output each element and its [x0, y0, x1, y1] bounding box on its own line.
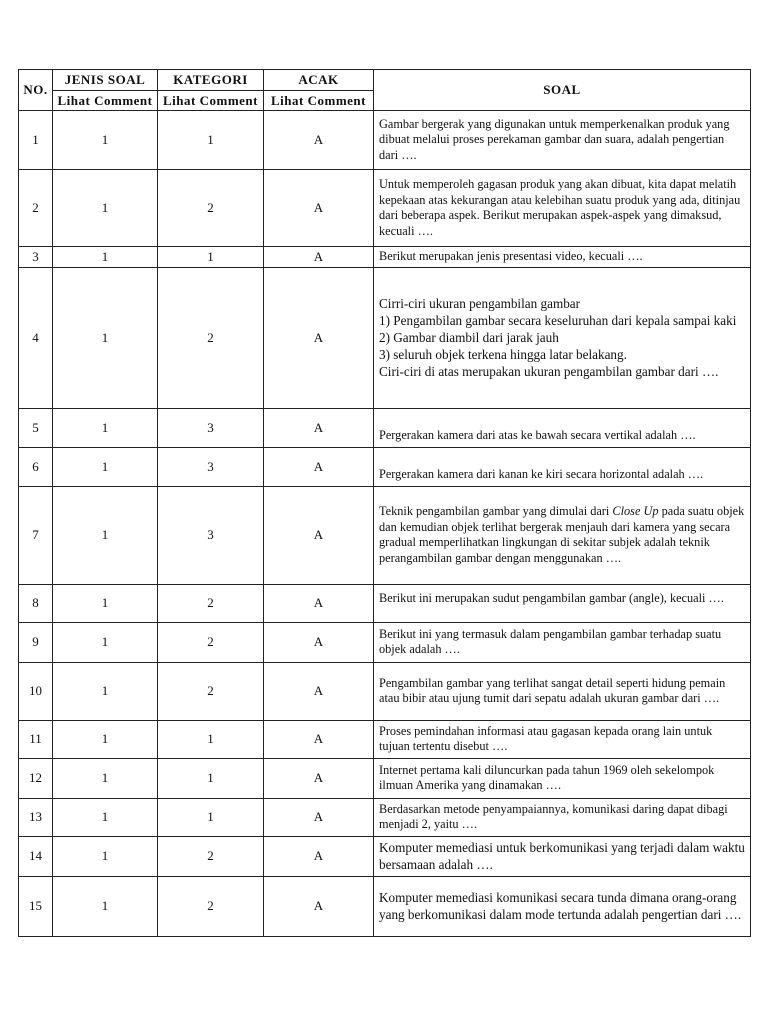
row-kategori: 1 [158, 758, 264, 798]
row-jenis: 1 [53, 267, 158, 408]
soal-text: Teknik pengambilan gambar yang dimulai dari [379, 504, 613, 518]
row-soal: Berdasarkan metode penyampaiannya, komunikasi daring dapat dibagi menjadi 2, yaitu …. [374, 798, 751, 836]
row-acak: A [264, 662, 374, 720]
row-no: 13 [19, 798, 53, 836]
row-soal-list [374, 267, 751, 408]
row-no: 2 [19, 170, 53, 247]
row-no: 6 [19, 447, 53, 486]
table-row [19, 247, 751, 268]
row-jenis: 1 [53, 876, 158, 936]
row-jenis: 1 [53, 662, 158, 720]
table-row [19, 758, 751, 798]
row-acak: A [264, 408, 374, 447]
row-kategori: 1 [158, 247, 264, 268]
row-kategori: 3 [158, 408, 264, 447]
table-row [19, 876, 751, 936]
table-row [19, 267, 751, 408]
header-kategori: KATEGORI [158, 70, 264, 91]
row-soal: Pengambilan gambar yang terlihat sangat detail seperti hidung pemain atau bibir atau ujung tumit dari sepatu adalah ukuran gambar dari …. [374, 662, 751, 720]
soal-text: pada suatu objek dan kemudian objek terlihat bergerak menjauh dari kamera yang secara gradual memperlihatkan lingkungan di sekitar subjek adalah teknik perangambilan gambar dengan menggunakan …. [379, 504, 745, 565]
question-table [18, 69, 751, 937]
row-no: 4 [19, 267, 53, 408]
row-kategori: 1 [158, 798, 264, 836]
row-soal: Internet pertama kali diluncurkan pada tahun 1969 oleh sekelompok ilmuan Amerika yang dinamakan …. [374, 758, 751, 798]
row-acak: A [264, 584, 374, 622]
row-soal: Untuk memperoleh gagasan produk yang akan dibuat, kita dapat melatih kepekaan atas kekurangan atau kelebihan suatu produk yang ada, ditinjau dari beberapa aspek. Berikut merupakan aspek-aspek yang dimaksud, kecuali …. [374, 170, 751, 247]
table-row [19, 170, 751, 247]
row-kategori: 3 [158, 447, 264, 486]
row-soal: Gambar bergerak yang digunakan untuk memperkenalkan produk yang dibuat melalui proses perekaman gambar dan suara, adalah pengertian dari …. [374, 111, 751, 170]
row-jenis: 1 [53, 584, 158, 622]
row-jenis: 1 [53, 622, 158, 662]
header-soal: SOAL [374, 70, 751, 111]
row-acak: A [264, 758, 374, 798]
kategori-comment-link[interactable]: Lihat Comment [158, 91, 264, 111]
row-acak: A [264, 447, 374, 486]
row-no: 10 [19, 662, 53, 720]
row-acak: A [264, 720, 374, 758]
row-soal: Berikut ini merupakan sudut pengambilan gambar (angle), kecuali …. [374, 584, 751, 622]
row-kategori: 2 [158, 267, 264, 408]
row-jenis: 1 [53, 836, 158, 876]
row-acak: A [264, 876, 374, 936]
row-kategori: 2 [158, 622, 264, 662]
soal-line: Ciri-ciri di atas merupakan ukuran pengambilan gambar dari …. [379, 364, 719, 379]
table-row [19, 662, 751, 720]
soal-line: 3) seluruh objek terkena hingga latar belakang. [379, 347, 627, 362]
row-jenis: 1 [53, 798, 158, 836]
row-soal: Komputer memediasi komunikasi secara tunda dimana orang-orang yang berkomunikasi dalam mode tertunda adalah pengertian dari …. [374, 876, 751, 936]
row-kategori: 1 [158, 720, 264, 758]
row-soal: Berikut merupakan jenis presentasi video, kecuali …. [374, 247, 751, 268]
table-row [19, 720, 751, 758]
row-acak: A [264, 170, 374, 247]
table-row [19, 584, 751, 622]
table-row [19, 622, 751, 662]
row-jenis: 1 [53, 247, 158, 268]
row-no: 3 [19, 247, 53, 268]
table-row [19, 486, 751, 584]
jenis-soal-comment-link[interactable]: Lihat Comment [53, 91, 158, 111]
row-soal: Berikut ini yang termasuk dalam pengambilan gambar terhadap suatu objek adalah …. [374, 622, 751, 662]
header-acak: ACAK [264, 70, 374, 91]
row-kategori: 2 [158, 836, 264, 876]
row-jenis: 1 [53, 170, 158, 247]
row-kategori: 1 [158, 111, 264, 170]
row-no: 1 [19, 111, 53, 170]
row-soal: Proses pemindahan informasi atau gagasan kepada orang lain untuk tujuan tertentu disebut …. [374, 720, 751, 758]
row-acak: A [264, 622, 374, 662]
row-jenis: 1 [53, 720, 158, 758]
soal-line: 2) Gambar diambil dari jarak jauh [379, 330, 559, 345]
row-acak: A [264, 486, 374, 584]
row-no: 5 [19, 408, 53, 447]
row-no: 11 [19, 720, 53, 758]
row-no: 14 [19, 836, 53, 876]
soal-italic-term: Close Up [612, 504, 659, 518]
row-acak: A [264, 111, 374, 170]
row-soal: Pergerakan kamera dari atas ke bawah secara vertikal adalah …. [374, 408, 751, 447]
header-jenis-soal: JENIS SOAL [53, 70, 158, 91]
row-acak: A [264, 798, 374, 836]
row-no: 12 [19, 758, 53, 798]
row-no: 8 [19, 584, 53, 622]
header-row [19, 70, 751, 91]
row-jenis: 1 [53, 486, 158, 584]
row-kategori: 2 [158, 876, 264, 936]
row-acak: A [264, 247, 374, 268]
table-row [19, 447, 751, 486]
row-kategori: 2 [158, 662, 264, 720]
row-no: 15 [19, 876, 53, 936]
row-jenis: 1 [53, 447, 158, 486]
row-jenis: 1 [53, 408, 158, 447]
row-no: 9 [19, 622, 53, 662]
row-soal: Komputer memediasi untuk berkomunikasi yang terjadi dalam waktu bersamaan adalah …. [374, 836, 751, 876]
table-row [19, 408, 751, 447]
row-jenis: 1 [53, 111, 158, 170]
row-kategori: 3 [158, 486, 264, 584]
soal-line: Cirri-ciri ukuran pengambilan gambar [379, 296, 581, 311]
soal-line: 1) Pengambilan gambar secara keseluruhan dari kepala sampai kaki [379, 313, 737, 328]
row-soal: Pergerakan kamera dari kanan ke kiri secara horizontal adalah …. [374, 447, 751, 486]
row-jenis: 1 [53, 758, 158, 798]
row-acak: A [264, 267, 374, 408]
header-no: NO. [19, 70, 53, 111]
row-soal [374, 486, 751, 584]
row-no: 7 [19, 486, 53, 584]
row-kategori: 2 [158, 584, 264, 622]
table-row [19, 798, 751, 836]
table-row [19, 111, 751, 170]
table-row [19, 836, 751, 876]
acak-comment-link[interactable]: Lihat Comment [264, 91, 374, 111]
row-kategori: 2 [158, 170, 264, 247]
row-acak: A [264, 836, 374, 876]
